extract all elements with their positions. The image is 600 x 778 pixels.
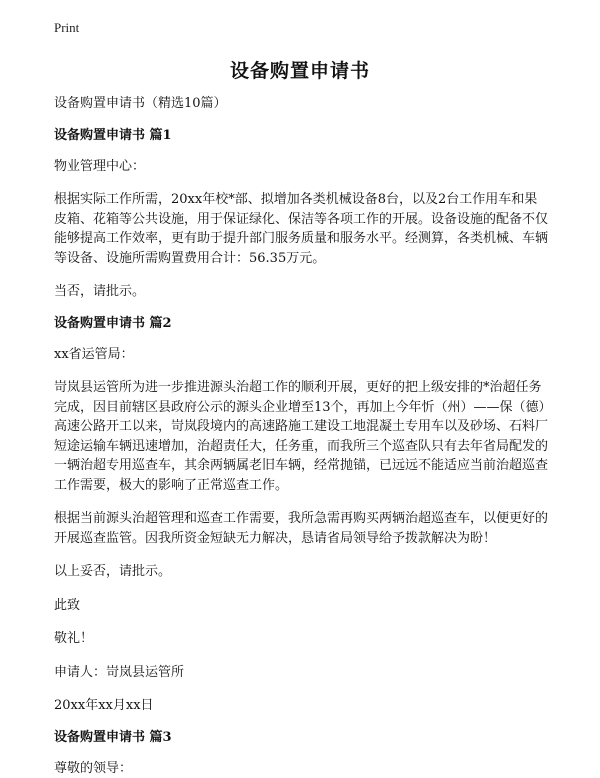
closing-line: 此致 xyxy=(54,596,548,616)
document-subtitle: 设备购置申请书（精选10篇） xyxy=(54,94,548,114)
body-paragraph: 岢岚县运管所为进一步推进源头治超工作的顺利开展，更好的把上级安排的*治超任务完成，因目前辖区县政府公示的源头企业增至13个，再加上今年忻（州）——保（德）高速公路开工以来，岢岚段境内的高速路施工建设工地混凝土专用车以及砂场、石料厂短途运输车辆迅速增加，治超责任大，任务重，而我所三个巡查队只有去年省局配发的一辆治超专用巡查车，其余两辆属老旧车辆，经常抛锚，已远远不能适应当前治超巡查工作需要，极大的影响了正常巡查工作。 xyxy=(54,378,548,495)
section-heading-2: 设备购置申请书 篇2 xyxy=(54,314,548,333)
print-link[interactable]: Print xyxy=(54,20,79,36)
closing-line: 以上妥否，请批示。 xyxy=(54,562,548,582)
document-body xyxy=(54,94,548,778)
body-paragraph: 根据当前源头治超管理和巡查工作需要，我所急需再购买两辆治超巡查车，以便更好的开展巡查监管。因我所资金短缺无力解决，恳请省局领导给予拨款解决为盼！ xyxy=(54,509,548,548)
salutation-3: 尊敬的领导： xyxy=(54,759,548,778)
salutation-2: xx省运管局： xyxy=(54,345,548,365)
salutation-1: 物业管理中心： xyxy=(54,157,548,177)
section-heading-3: 设备购置申请书 篇3 xyxy=(54,728,548,747)
section-heading-1: 设备购置申请书 篇1 xyxy=(54,126,548,145)
body-paragraph: 根据实际工作所需，20xx年校*部、拟增加各类机械设备8台，以及2台工作用车和果皮箱、花箱等公共设施，用于保证绿化、保洁等各项工作的开展。设备设施的配备不仅能够提高工作效率，更有助于提升部门服务质量和服务水平。经测算，各类机械、车辆等设备、设施所需购置费用合计：56.35万元。 xyxy=(54,190,548,268)
closing-line: 敬礼！ xyxy=(54,629,548,649)
date-line: 20xx年xx月xx日 xyxy=(54,696,548,716)
closing-line: 当否，请批示。 xyxy=(54,282,548,302)
document-title: 设备购置申请书 xyxy=(0,56,600,83)
applicant-line: 申请人：岢岚县运管所 xyxy=(54,663,548,683)
